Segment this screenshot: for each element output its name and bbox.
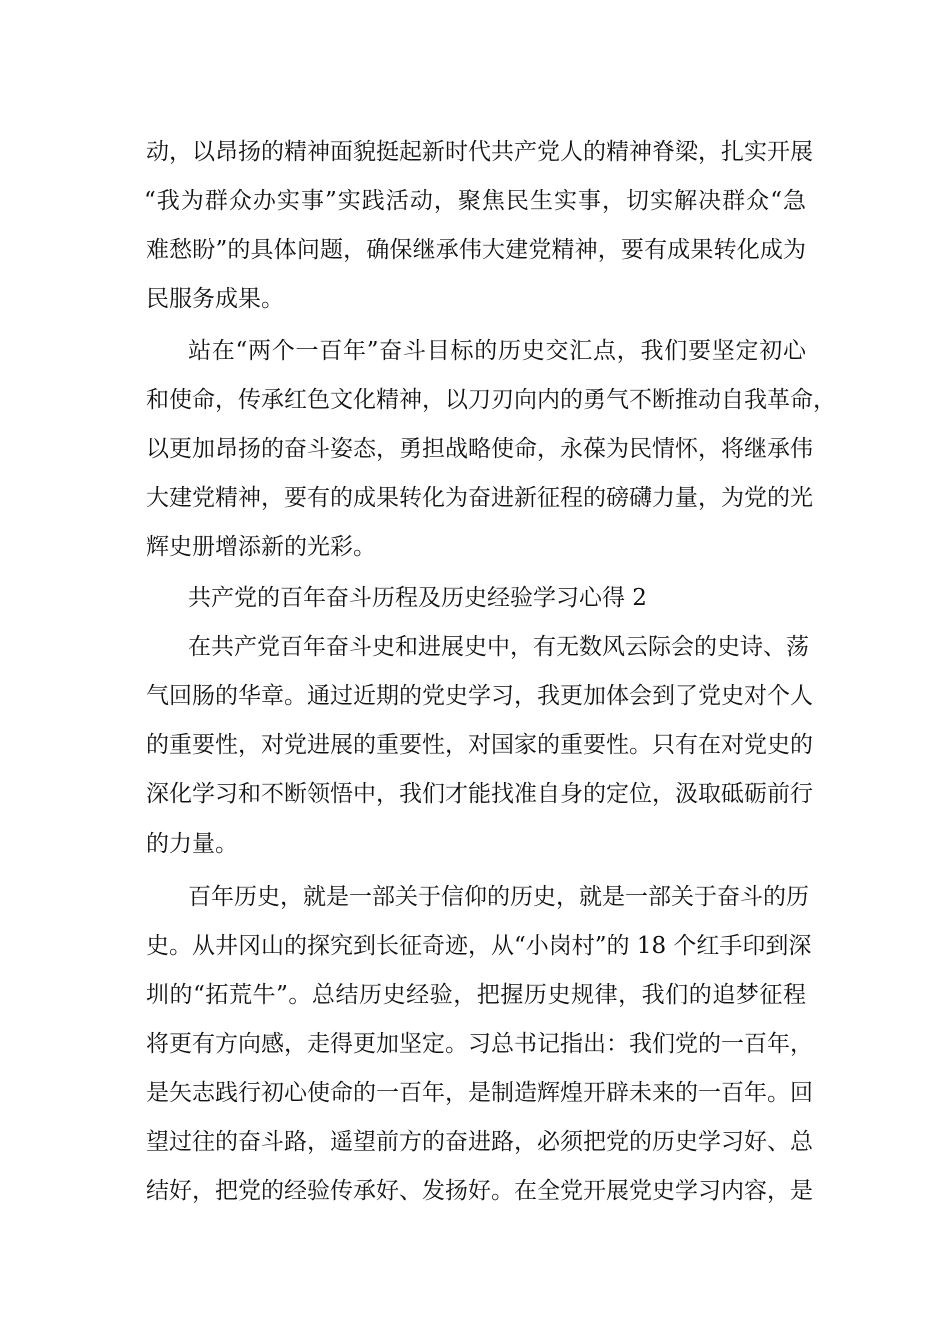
text-line xyxy=(0,279,950,319)
line-text: 百年历史，就是一部关于信仰的历史，就是一部关于奋斗的历 xyxy=(188,884,809,910)
text-line xyxy=(0,725,950,765)
text-line xyxy=(0,926,950,966)
heading-text: 共产党的百年奋斗历程及历史经验学习心得 2 xyxy=(188,585,647,611)
text-line xyxy=(0,478,950,518)
text-line xyxy=(0,380,950,420)
text-line xyxy=(0,1122,950,1162)
line-text: 望过往的奋斗路，遥望前方的奋进路，必须把党的历史学习好、总 xyxy=(146,1129,813,1155)
text-line xyxy=(0,774,950,814)
text-line xyxy=(0,877,950,917)
line-text: 将更有方向感，走得更加坚定。习总书记指出：我们党的一百年， xyxy=(146,1031,813,1057)
line-text: 的力量。 xyxy=(146,831,238,857)
text-line xyxy=(0,132,950,172)
text-line xyxy=(0,527,950,567)
line-text: 站在“两个一百年”奋斗目标的历史交汇点，我们要坚定初心 xyxy=(188,338,806,364)
text-line xyxy=(0,429,950,469)
line-text: 和使命，传承红色文化精神，以刀刃向内的勇气不断推动自我革命， xyxy=(146,387,836,413)
line-text: 民服务成果。 xyxy=(146,286,284,312)
text-line xyxy=(0,1073,950,1113)
line-text: 辉史册增添新的光彩。 xyxy=(146,534,376,560)
text-line xyxy=(0,230,950,270)
section-heading xyxy=(0,578,950,618)
text-line xyxy=(0,331,950,371)
text-line xyxy=(0,1024,950,1064)
line-text: 圳的“拓荒牛”。总结历史经验，把握历史规律，我们的追梦征程 xyxy=(146,982,806,1008)
line-text: 以更加昂扬的奋斗姿态，勇担战略使命，永葆为民情怀，将继承伟 xyxy=(146,436,813,462)
line-text: 气回肠的华章。通过近期的党史学习，我更加体会到了党史对个人 xyxy=(146,683,813,709)
text-line xyxy=(0,1171,950,1211)
line-text: 的重要性，对党进展的重要性，对国家的重要性。只有在对党史的 xyxy=(146,732,813,758)
text-line xyxy=(0,627,950,667)
text-line xyxy=(0,676,950,716)
line-text: 难愁盼”的具体问题，确保继承伟大建党精神，要有成果转化成为 xyxy=(146,237,806,263)
line-text: 在共产党百年奋斗史和进展史中，有无数风云际会的史诗、荡 xyxy=(188,634,809,660)
line-text: 史。从井冈山的探究到长征奇迹，从“小岗村”的 18 个红手印到深 xyxy=(146,933,812,959)
line-text: 深化学习和不断领悟中，我们才能找准自身的定位，汲取砥砺前行 xyxy=(146,781,813,807)
line-text: 动，以昂扬的精神面貌挺起新时代共产党人的精神脊梁，扎实开展 xyxy=(146,139,813,165)
line-text: “我为群众办实事”实践活动，聚焦民生实事，切实解决群众“急 xyxy=(144,188,806,214)
text-line xyxy=(0,975,950,1015)
text-line xyxy=(0,824,950,864)
line-text: 大建党精神，要有的成果转化为奋进新征程的磅礴力量，为党的光 xyxy=(146,485,813,511)
line-text: 结好，把党的经验传承好、发扬好。在全党开展党史学习内容，是 xyxy=(146,1178,813,1204)
text-line xyxy=(0,181,950,221)
line-text: 是矢志践行初心使命的一百年，是制造辉煌开辟未来的一百年。回 xyxy=(146,1080,813,1106)
